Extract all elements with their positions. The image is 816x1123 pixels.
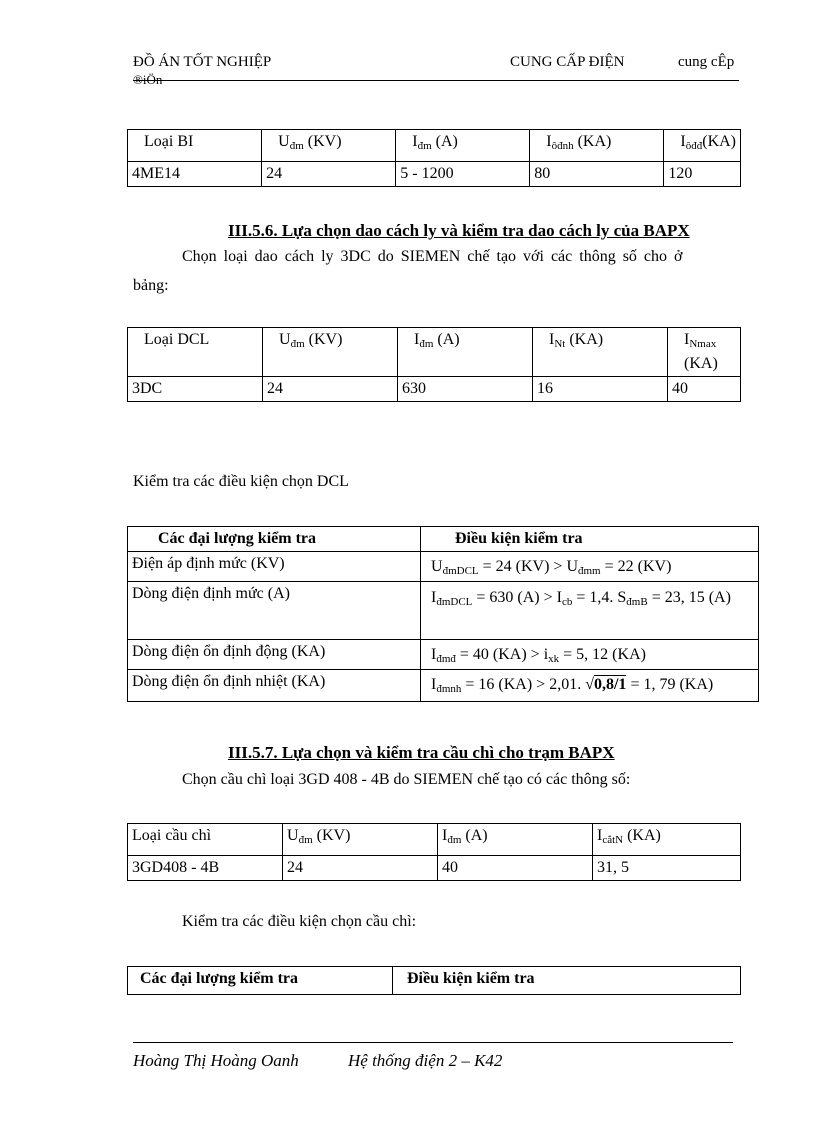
table-header-row [128,328,741,377]
table-cell: 40 [438,856,593,881]
cond-text: = 630 (A) > I [472,589,562,606]
table-cau-chi [127,823,741,881]
header-text: I [549,331,555,348]
section-356-para-line2: bảng: [133,277,169,294]
table-cell: Dòng điện ổn định nhiệt (KA) [128,670,421,702]
table-dcl [127,327,741,402]
sqrt-argument: 0,8/1 [593,676,627,693]
header-text: I [442,827,448,844]
table-header-cell [664,130,741,162]
header-sub: đm [417,140,432,152]
table-header-cell [263,328,398,377]
section-357-para: Chọn cầu chì loại 3GD 408 - 4B do SIEMEN chế tạo có các thông số: [182,771,631,788]
table-cell: 5 - 1200 [396,162,530,187]
table-cell [421,582,759,640]
table-cell: 80 [530,162,664,187]
header-sub: đm [289,140,304,152]
header-rule [133,80,739,81]
table-cell: 4ME14 [128,162,262,187]
table-cell: 24 [263,377,398,402]
cond-sub: cb [561,596,573,608]
table-cell: 24 [283,856,438,881]
header-unit: (KV) [304,331,343,348]
cond-text: = 40 (KA) > i [455,646,549,663]
sqrt-symbol: √ [585,676,594,693]
cond-text: = 1,4. S [572,589,627,606]
table-cell: 120 [664,162,741,187]
header-sub: cắtN [602,834,624,846]
cond-text: = 23, 15 (A) [647,589,731,606]
table-header-cell [438,824,593,856]
header-sub: đm [419,338,434,350]
table-header-cell [398,328,533,377]
cond-sub: đmm [578,565,601,577]
header-text: I [684,331,690,348]
table-header-cell [128,824,283,856]
table-header-row [128,967,741,995]
header-sub: ôđđ [685,140,703,152]
cond-sub: đmDCL [436,596,473,608]
table-header-cell [396,130,530,162]
table-check-cc [127,966,741,995]
table-row [128,856,741,881]
header-left: ĐỒ ÁN TỐT NGHIỆP [133,54,272,70]
cond-text: = 16 (KA) > 2,01. [461,676,586,693]
table-header-row [128,824,741,856]
header-unit: (A) [433,331,460,348]
header-unit: (KV) [312,827,351,844]
section-title-356: III.5.6. Lựa chọn dao cách ly và kiểm tra dao cách ly của BAPX [228,221,690,240]
cond-sub: đmB [626,596,648,608]
table-row [128,582,759,640]
header-text: Loại cầu chì [132,827,212,844]
header-sub: đm [298,834,313,846]
cond-text: = 22 (KV) [600,558,672,575]
header-text: I [680,133,686,150]
cond-text: I [431,676,437,693]
table-row [128,670,759,702]
cond-text: = 24 (KV) > U [478,558,578,575]
cond-text: U [431,558,443,575]
table-cell: 24 [262,162,396,187]
cond-text: = 1, 79 (KA) [626,676,714,693]
header-unit: (KA) [623,827,661,844]
table-cell: 16 [533,377,668,402]
check-cc-intro: Kiểm tra các điều kiện chọn cầu chì: [182,913,417,930]
table-cell: 630 [398,377,533,402]
table-header-cell: Các đại lượng kiểm tra [128,527,421,552]
header-text: I [412,133,418,150]
table-header-cell [668,328,741,377]
table-row [128,377,741,402]
footer-rule [133,1042,733,1043]
table-cell: 3GD408 - 4B [128,856,283,881]
header-unit: (A) [431,133,458,150]
header-unit: (KA) [565,331,604,348]
header-text: Loại DCL [144,331,210,348]
table-row [128,162,741,187]
table-cell: 40 [668,377,741,402]
header-text: I [546,133,552,150]
table-cell [421,552,759,582]
header-sub: đm [290,338,305,350]
table-header-cell [530,130,664,162]
table-cell: 31, 5 [593,856,741,881]
header-sub: Nt [554,338,566,350]
header-sub: đm [447,834,462,846]
table-header-row [128,130,741,162]
section-356-para-line1: Chọn loại dao cách ly 3DC do SIEMEN chế tạo với các thông số cho ở [182,248,683,265]
table-cell: Dòng điện ổn định động (KA) [128,640,421,670]
footer-course: Hệ thống điện 2 – K42 [348,1051,503,1070]
table-cell: 3DC [128,377,263,402]
header-sub: ôđnh [551,140,574,152]
header-unit: (KV) [303,133,342,150]
cond-text: = 5, 12 (KA) [559,646,646,663]
table-header-cell: Các đại lượng kiểm tra [128,967,393,995]
cond-sub: đmDCL [442,565,479,577]
cond-text: I [431,646,437,663]
table-cell: Dòng điện định mức (A) [128,582,421,640]
table-header-row [128,527,759,552]
cond-sub: đmnh [436,683,462,695]
check-dcl-intro: Kiểm tra các điều kiện chọn DCL [133,473,349,490]
table-header-cell [283,824,438,856]
header-center: CUNG CẤP ĐIỆN [510,54,625,70]
table-check-dcl [127,526,759,702]
header-text: U [279,331,291,348]
table-cell: Điện áp định mức (KV) [128,552,421,582]
header-sub: Nmax [689,338,717,350]
footer-author: Hoàng Thị Hoàng Oanh [133,1051,299,1070]
table-header-cell [533,328,668,377]
header-right: cung cÊp [678,54,735,70]
section-title-357: III.5.7. Lựa chọn và kiểm tra cầu chì cho trạm BAPX [228,743,615,762]
table-header-cell: Điều kiện kiểm tra [421,527,759,552]
table-row [128,552,759,582]
cond-text: I [431,589,437,606]
header-unit: (KA) [702,133,736,150]
header-left-second: ®iÖn [133,72,163,87]
header-unit: (A) [461,827,488,844]
cond-sub: đmđ [436,653,456,665]
table-bi [127,129,741,187]
cond-sub: xk [548,653,560,665]
table-cell [421,640,759,670]
table-header-cell: Điều kiện kiểm tra [393,967,741,995]
table-header-cell [128,328,263,377]
header-unit: (KA) [684,355,718,372]
header-text: I [414,331,420,348]
table-header-cell [593,824,741,856]
header-unit: (KA) [573,133,612,150]
table-header-cell [262,130,396,162]
table-header-cell [128,130,262,162]
header-text: Loại BI [144,133,194,150]
table-row [128,640,759,670]
header-text: U [278,133,290,150]
table-cell [421,670,759,702]
header-text: U [287,827,299,844]
header-text: I [597,827,603,844]
